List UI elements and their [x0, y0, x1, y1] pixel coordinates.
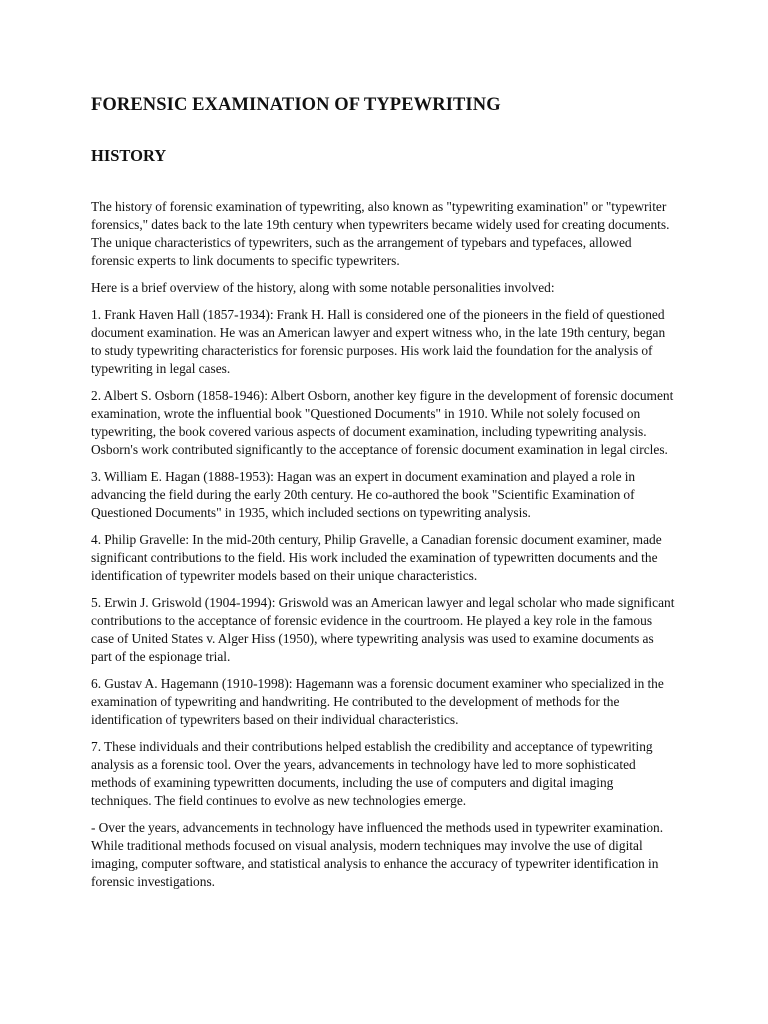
paragraph-albert-osborn: 2. Albert S. Osborn (1858-1946): Albert Osborn, another key figure in the development of forensic document examination, wrote the influential book "Questioned Documents" in 1910. While not solely focused on typewriting, the book covered various aspects of document examination, including typewriting analysis. Osborn's work contributed significantly to the acceptance of forensic document examination in legal circles. [91, 388, 674, 457]
paragraph-william-hagan: 3. William E. Hagan (1888-1953): Hagan was an expert in document examination and played a role in advancing the field during the early 20th century. He co-authored the book "Scientific Examination of Questioned Documents" in 1935, which included sections on typewriting analysis. [91, 469, 636, 520]
paragraph-philip-gravelle: 4. Philip Gravelle: In the mid-20th century, Philip Gravelle, a Canadian forensic document examiner, made significant contributions to the field. His work included the examination of typewritten documents and the identification of typewriter models based on their unique characteristics. [91, 532, 662, 583]
paragraph-advancements: - Over the years, advancements in technology have influenced the methods used in typewriter examination. While traditional methods focused on visual analysis, modern techniques may involve the use of digital imaging, computer software, and statistical analysis to enhance the accuracy of typewriter identification in forensic investigations. [91, 820, 664, 889]
paragraph-gustav-hagemann: 6. Gustav A. Hagemann (1910-1998): Hagemann was a forensic document examiner who specialized in the examination of typewriting and handwriting. He contributed to the development of methods for the identification of typewriters based on their individual characteristics. [91, 676, 664, 727]
paragraph-contributions: 7. These individuals and their contributions helped establish the credibility and acceptance of typewriting analysis as a forensic tool. Over the years, advancements in technology have led to more sophisticated methods of examining typewritten documents, including the use of computers and digital imaging techniques. The field continues to evolve as new technologies emerge. [91, 739, 653, 808]
paragraph-intro: The history of forensic examination of typewriting, also known as "typewriting examination" or "typewriter forensics," dates back to the late 19th century when typewriters became widely used for creating documents. The unique characteristics of typewriters, such as the arrangement of typebars and typefaces, allowed forensic experts to link documents to specific typewriters. [91, 199, 670, 268]
paragraph-overview: Here is a brief overview of the history, along with some notable personalities involved: [91, 280, 555, 295]
paragraph-erwin-griswold: 5. Erwin J. Griswold (1904-1994): Griswold was an American lawyer and legal scholar who made significant contributions to the acceptance of forensic evidence in the courtroom. He played a key role in the famous case of United States v. Alger Hiss (1950), where typewriting analysis was used to examine documents as part of the espionage trial. [91, 595, 675, 664]
document-page [91, 94, 677, 900]
paragraph-frank-haven-hall: 1. Frank Haven Hall (1857-1934): Frank H. Hall is considered one of the pioneers in the field of questioned document examination. He was an American lawyer and expert witness who, in the late 19th century, began to study typewriting characteristics for forensic purposes. His work laid the foundation for the analysis of typewriting in legal cases. [91, 307, 666, 376]
document-title: FORENSIC EXAMINATION OF TYPEWRITING [91, 95, 501, 115]
document-body [91, 198, 677, 891]
section-heading-history: HISTORY [91, 146, 167, 165]
